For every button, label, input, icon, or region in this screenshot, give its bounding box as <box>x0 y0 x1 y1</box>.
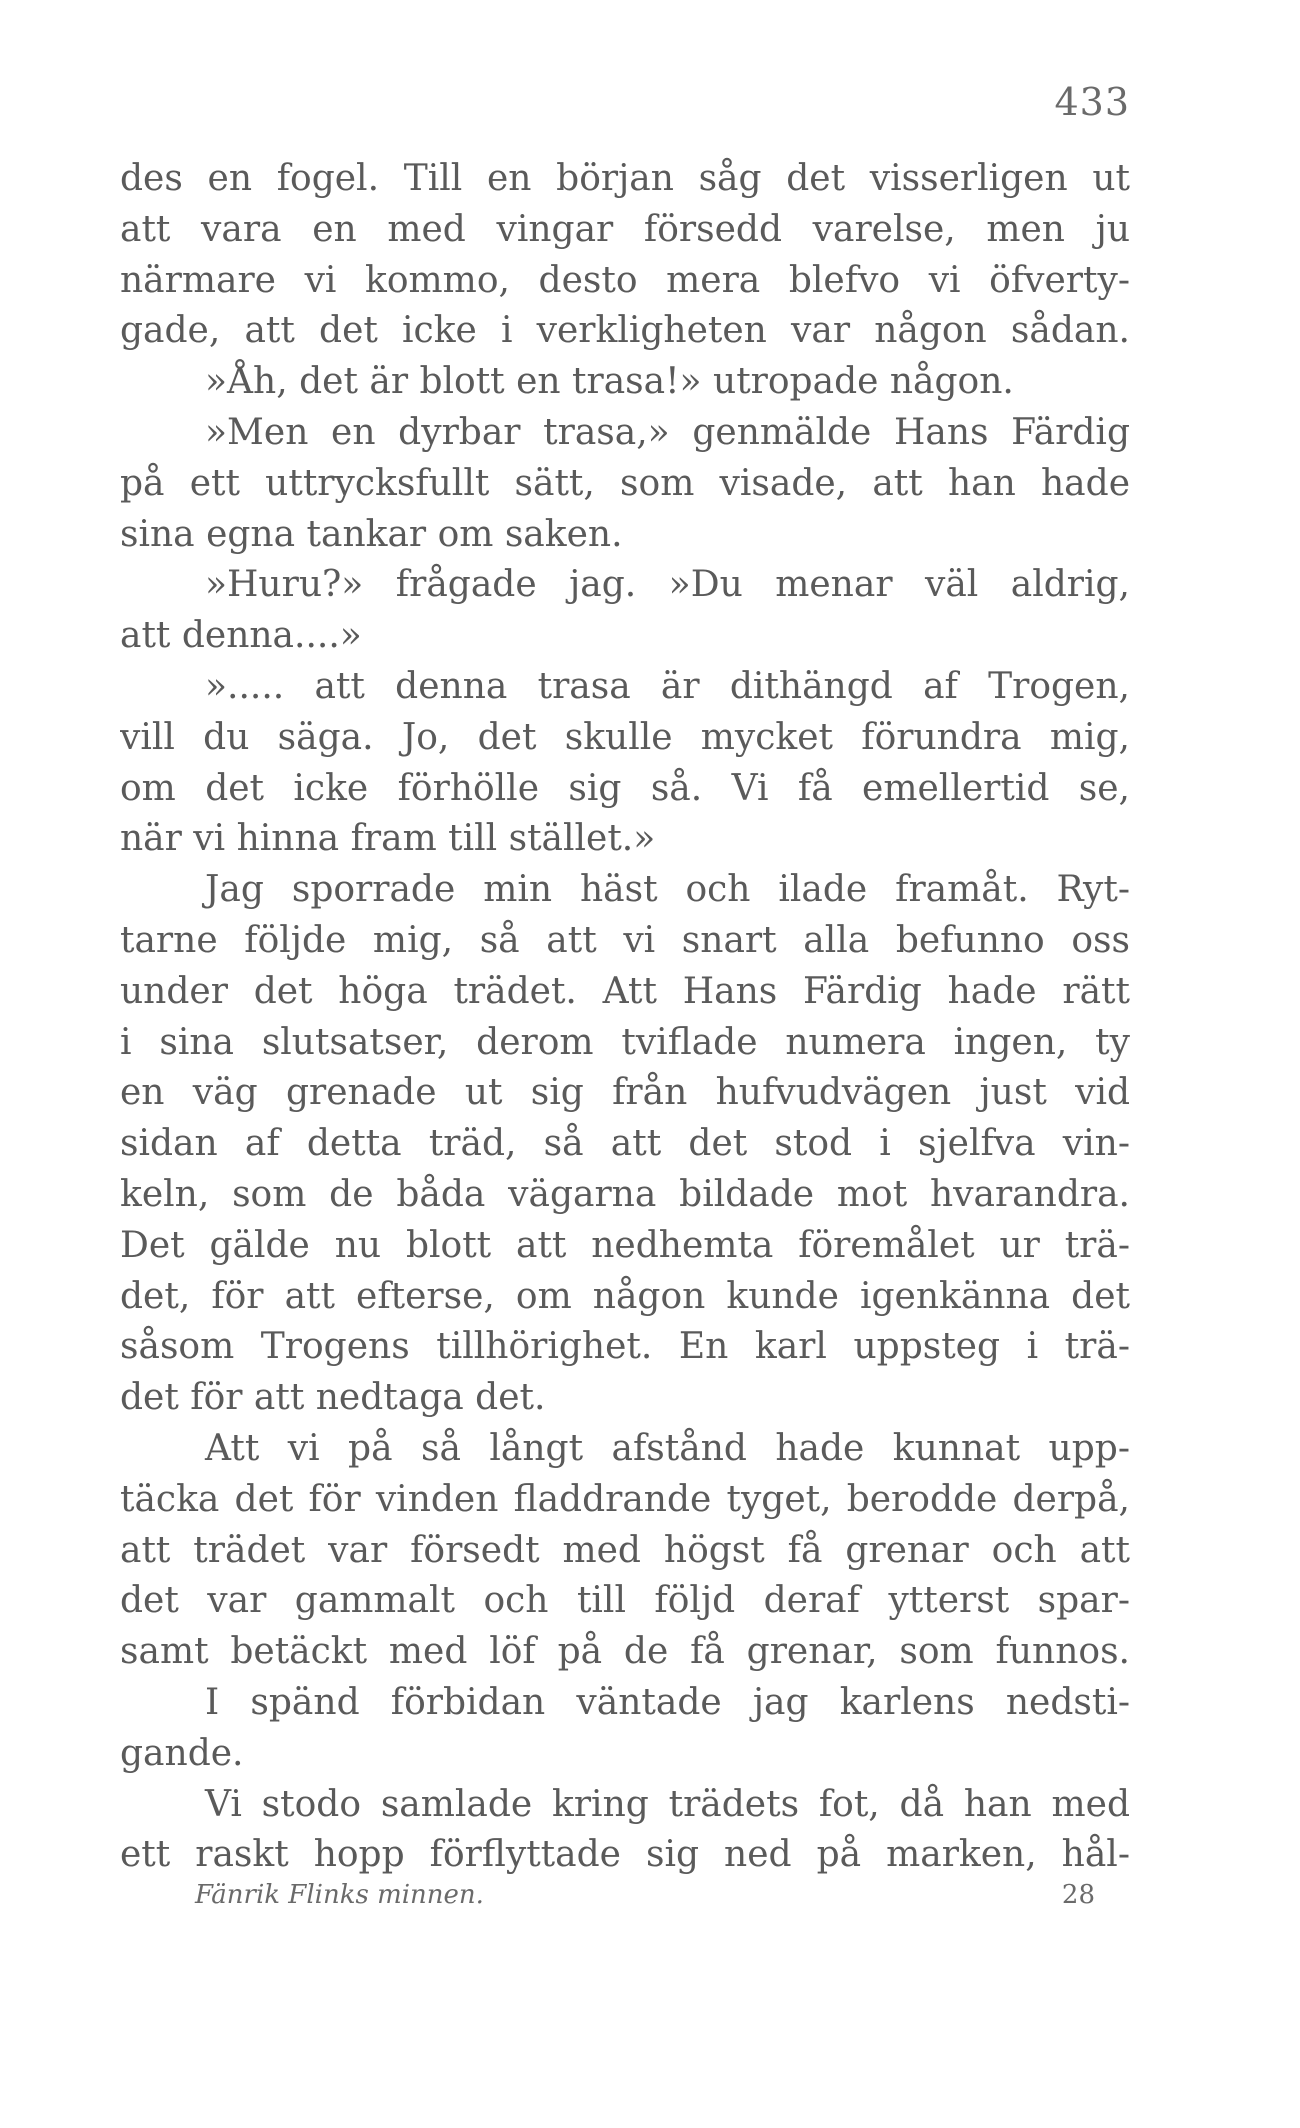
body-text <box>120 154 1130 1881</box>
text-line: sina egna tankar om saken. <box>120 513 623 555</box>
text-line: Jag sporrade min häst och ilade framåt. Ryt- <box>205 869 1130 911</box>
text-line: på ett uttrycksfullt sätt, som visade, att han hade <box>120 462 1130 504</box>
text-line: »..... att denna trasa är dithängd af Trogen, <box>205 665 1130 707</box>
text-line: keln, som de båda vägarna bildade mot hvarandra. <box>120 1173 1130 1215</box>
text-line: det var gammalt och till följd deraf ytterst spar- <box>120 1580 1130 1622</box>
text-line: gande. <box>120 1732 244 1774</box>
text-line: en väg grenade ut sig från hufvudvägen just vid <box>120 1072 1130 1114</box>
text-line: det, för att efterse, om någon kunde igenkänna det <box>120 1275 1130 1317</box>
text-line: »Huru?» frågade jag. »Du menar väl aldrig, <box>205 564 1130 606</box>
text-line: under det höga trädet. Att Hans Färdig hade rätt <box>120 970 1130 1012</box>
text-line: i sina slutsatser, derom tviflade numera ingen, ty <box>120 1021 1130 1063</box>
text-line: såsom Trogens tillhörighet. En karl uppsteg i trä- <box>120 1326 1130 1368</box>
text-line: att denna....» <box>120 615 362 657</box>
text-line: att trädet var försedt med högst få grenar och att <box>120 1529 1130 1571</box>
text-line: det för att nedtaga det. <box>120 1377 546 1419</box>
text-line: närmare vi kommo, desto mera blefvo vi öfverty- <box>120 259 1130 301</box>
text-line: des en fogel. Till en början såg det visserligen ut <box>120 158 1130 199</box>
text-line: tarne följde mig, så att vi snart alla befunno oss <box>120 919 1130 961</box>
page-footer <box>195 1880 1095 1910</box>
text-line: samt betäckt med löf på de få grenar, som funnos. <box>120 1631 1130 1673</box>
text-line: sidan af detta träd, så att det stod i sjelfva vin- <box>120 1123 1130 1165</box>
text-line: när vi hinna fram till stället.» <box>120 818 656 860</box>
text-line: Att vi på så långt afstånd hade kunnat upp- <box>205 1427 1130 1469</box>
text-line: vill du säga. Jo, det skulle mycket förundra mig, <box>120 716 1130 758</box>
text-line: »Åh, det är blott en trasa!» utropade någon. <box>205 361 1014 403</box>
text-line: I spänd förbidan väntade jag karlens nedsti- <box>205 1681 1130 1723</box>
text-line: »Men en dyrbar trasa,» genmälde Hans Färdig <box>205 411 1130 453</box>
running-title: Fänrik Flinks minnen. <box>195 1880 484 1910</box>
text-line: ett raskt hopp förflyttade sig ned på marken, hål- <box>120 1834 1130 1876</box>
text-line: Det gälde nu blott att nedhemta föremålet ur trä- <box>120 1224 1130 1266</box>
text-line: Vi stodo samlade kring trädets fot, då han med <box>205 1783 1130 1825</box>
text-line: att vara en med vingar försedd varelse, men ju <box>120 208 1130 250</box>
text-line: gade, att det icke i verkligheten var någon sådan. <box>120 310 1130 352</box>
text-line: täcka det för vinden fladdrande tyget, berodde derpå, <box>120 1478 1130 1520</box>
page-number: 433 <box>1054 80 1130 124</box>
signature-mark: 28 <box>1061 1880 1095 1910</box>
text-line: om det icke förhölle sig så. Vi få emellertid se, <box>120 767 1130 809</box>
